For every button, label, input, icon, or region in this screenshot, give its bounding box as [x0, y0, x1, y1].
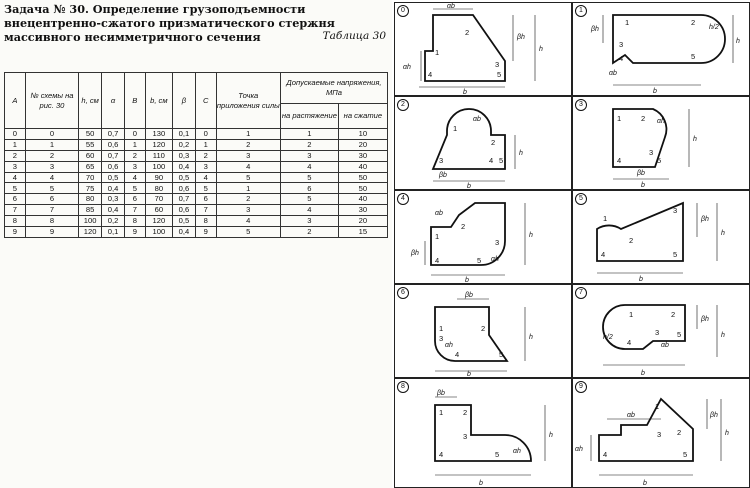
label: h: [539, 46, 543, 53]
table-cell: 1: [124, 139, 145, 150]
label: h: [529, 334, 533, 341]
table-cell: 4: [195, 172, 216, 183]
label: 2: [677, 428, 682, 437]
label: βh: [701, 216, 709, 223]
table-cell: 0,2: [172, 139, 195, 150]
figure-number: 6: [397, 287, 409, 299]
table-row: [5, 129, 388, 140]
table-cell: 5: [216, 227, 280, 238]
table-cell: 2: [195, 150, 216, 161]
table-cell: 7: [25, 205, 78, 216]
label: αh: [575, 446, 583, 453]
table-cell: 2: [216, 194, 280, 205]
table-cell: 9: [195, 227, 216, 238]
label: βh: [591, 26, 599, 33]
label: b: [467, 183, 471, 189]
table-cell: 5: [216, 172, 280, 183]
label: h: [519, 150, 523, 157]
table-cell: 70: [79, 172, 102, 183]
table-cell: 0,6: [102, 161, 125, 172]
label: b: [641, 182, 645, 189]
table-cell: 2: [280, 227, 338, 238]
table-cell: 20: [338, 216, 387, 227]
col-h: h, см: [79, 73, 102, 129]
label: 5: [691, 52, 696, 61]
label: h: [549, 432, 553, 439]
label: 5: [673, 250, 678, 259]
page-title: Задача № 30. Определение грузоподъемности внецентренно-сжатого призматического стержня массивного несимметричного сечения: [4, 2, 335, 44]
label: βb: [465, 292, 473, 299]
label: 1: [603, 214, 608, 223]
table-row: [5, 139, 388, 150]
col-beta: β: [172, 73, 195, 129]
label: αh: [445, 342, 453, 349]
table-cell: 75: [79, 183, 102, 194]
table-cell: 3: [280, 216, 338, 227]
table-cell: 0,4: [102, 183, 125, 194]
table-row: [5, 227, 388, 238]
figure-number: 3: [575, 99, 587, 111]
table-cell: 2: [216, 139, 280, 150]
figure-number: 2: [397, 99, 409, 111]
col-compression: на сжатие: [338, 104, 387, 129]
table-body: [5, 129, 388, 238]
label: 1: [439, 408, 444, 417]
table-cell: 1: [195, 139, 216, 150]
figures-area: [392, 0, 750, 488]
label: 5: [477, 256, 482, 265]
label: 2: [491, 138, 496, 147]
label: 3: [673, 206, 678, 215]
label: βh: [710, 412, 718, 419]
table-cell: 0,5: [102, 172, 125, 183]
table-cell: 30: [338, 150, 387, 161]
label: b: [641, 370, 645, 377]
col-b: b, см: [145, 73, 172, 129]
label: h: [721, 332, 725, 339]
table-cell: 6: [25, 194, 78, 205]
label: αb: [627, 412, 635, 419]
label: 4: [435, 256, 440, 265]
col-tension: на растяжение: [280, 104, 338, 129]
table-cell: 0,7: [102, 150, 125, 161]
table-cell: 120: [145, 139, 172, 150]
label: 5: [683, 450, 688, 459]
label: αb: [435, 210, 443, 217]
table-cell: 6: [124, 194, 145, 205]
label: 4: [603, 450, 608, 459]
table-cell: 0,2: [102, 216, 125, 227]
label: 5: [499, 350, 504, 359]
table-cell: 9: [25, 227, 78, 238]
table-cell: 60: [145, 205, 172, 216]
table-cell: 7: [124, 205, 145, 216]
table-cell: 5: [5, 183, 26, 194]
label: αh: [657, 118, 665, 125]
table-cell: 130: [145, 129, 172, 140]
table-row: [5, 161, 388, 172]
label: αh: [403, 64, 411, 71]
table-cell: 0,4: [172, 227, 195, 238]
table-cell: 100: [79, 216, 102, 227]
table-cell: 80: [145, 183, 172, 194]
table-cell: 100: [145, 161, 172, 172]
table-cell: 0,6: [172, 183, 195, 194]
label: αh: [513, 448, 521, 455]
table-cell: 1: [5, 139, 26, 150]
table-cell: 5: [124, 183, 145, 194]
label: 3: [655, 328, 660, 337]
label: 3: [463, 432, 468, 441]
table-cell: 5: [280, 172, 338, 183]
label: 2: [463, 408, 468, 417]
label: b: [467, 371, 471, 377]
table-cell: 0,6: [172, 205, 195, 216]
figure-3: [572, 96, 750, 190]
figure-8: [394, 378, 572, 488]
table-row: [5, 205, 388, 216]
figure-2: [394, 96, 572, 190]
table-cell: 50: [79, 129, 102, 140]
label: αb: [447, 3, 455, 10]
label: βb: [637, 170, 645, 177]
table-cell: 3: [25, 161, 78, 172]
table-cell: 40: [338, 194, 387, 205]
figure-number: 5: [575, 193, 587, 205]
data-table: [4, 72, 388, 238]
label: 1: [435, 232, 440, 241]
table-cell: 1: [216, 183, 280, 194]
label: h: [693, 136, 697, 143]
label: βb: [439, 172, 447, 179]
label: h: [529, 232, 533, 239]
table-cell: 5: [280, 194, 338, 205]
label: h: [725, 430, 729, 437]
table-cell: 65: [79, 161, 102, 172]
label: 2: [481, 324, 486, 333]
table-cell: 0,4: [172, 161, 195, 172]
table-cell: 30: [338, 205, 387, 216]
table-cell: 0,6: [102, 139, 125, 150]
table-cell: 6: [280, 183, 338, 194]
table-cell: 0: [124, 129, 145, 140]
label: 5: [497, 70, 502, 79]
table-cell: 15: [338, 227, 387, 238]
label: 5: [495, 450, 500, 459]
col-alpha: α: [102, 73, 125, 129]
label: h: [721, 230, 725, 237]
table-cell: 10: [338, 129, 387, 140]
table-cell: 0,7: [102, 129, 125, 140]
table-cell: 3: [124, 161, 145, 172]
col-B: B: [124, 73, 145, 129]
table-cell: 7: [195, 205, 216, 216]
table-cell: 4: [124, 172, 145, 183]
figure-number: 0: [397, 5, 409, 17]
table-cell: 0,1: [172, 129, 195, 140]
table-cell: 50: [338, 172, 387, 183]
table-cell: 3: [5, 161, 26, 172]
table-cell: 90: [145, 172, 172, 183]
table-cell: 3: [216, 205, 280, 216]
label: 4: [428, 70, 433, 79]
table-row: [5, 216, 388, 227]
table-cell: 0,5: [172, 172, 195, 183]
table-cell: 40: [338, 161, 387, 172]
label: 3: [649, 148, 654, 157]
table-row: [5, 150, 388, 161]
label: 4: [617, 156, 622, 165]
col-scheme: № схемы на рис. 30: [25, 73, 78, 129]
label: 2: [629, 236, 634, 245]
table-cell: 1: [25, 139, 78, 150]
label: 2: [461, 222, 466, 231]
table-cell: 0: [195, 129, 216, 140]
table-cell: 70: [145, 194, 172, 205]
label: 4: [489, 156, 494, 165]
table-cell: 4: [216, 216, 280, 227]
figure-number: 8: [397, 381, 409, 393]
table-cell: 60: [79, 150, 102, 161]
label: 2: [641, 114, 646, 123]
label: h/2: [709, 24, 719, 31]
label: b: [463, 89, 467, 95]
label: 1: [453, 124, 458, 133]
table-cell: 7: [5, 205, 26, 216]
table-cell: 6: [195, 194, 216, 205]
figure-9: [572, 378, 750, 488]
figure-0: [394, 2, 572, 96]
table-cell: 2: [5, 150, 26, 161]
figure-number: 1: [575, 5, 587, 17]
table-cell: 1: [216, 129, 280, 140]
label: βb: [437, 390, 445, 397]
table-cell: 6: [5, 194, 26, 205]
figure-6: [394, 284, 572, 378]
table-cell: 100: [145, 227, 172, 238]
table-cell: 0,1: [102, 227, 125, 238]
table-cell: 55: [79, 139, 102, 150]
table-cell: 8: [5, 216, 26, 227]
label: βh: [517, 34, 525, 41]
table-cell: 85: [79, 205, 102, 216]
label: b: [653, 88, 657, 95]
figure-5: [572, 190, 750, 284]
label: 3: [495, 60, 500, 69]
label: b: [643, 480, 647, 487]
label: αb: [609, 70, 617, 77]
figure-4: [394, 190, 572, 284]
label: 1: [629, 310, 634, 319]
label: 3: [495, 238, 500, 247]
label: 4: [601, 250, 606, 259]
label: 1: [617, 114, 622, 123]
label: 1: [625, 18, 630, 27]
label: b: [465, 277, 469, 283]
figure-number: 4: [397, 193, 409, 205]
table-cell: 5: [25, 183, 78, 194]
label: 1: [655, 402, 660, 411]
table-label: Таблица 30: [322, 30, 386, 42]
label: 3: [439, 334, 444, 343]
col-point: Точка приложения силы: [216, 73, 280, 129]
figure-number: 9: [575, 381, 587, 393]
label: b: [479, 480, 483, 487]
table-cell: 3: [280, 150, 338, 161]
label: 2: [465, 28, 470, 37]
label: βh: [701, 316, 709, 323]
table-cell: 4: [280, 205, 338, 216]
table-cell: 120: [79, 227, 102, 238]
label: 2: [691, 18, 696, 27]
table-cell: 4: [5, 172, 26, 183]
table-cell: 0,4: [102, 205, 125, 216]
table-row: [5, 194, 388, 205]
label: b: [639, 276, 643, 283]
label: 5: [499, 156, 504, 165]
label: 1: [435, 48, 440, 57]
label: 5: [657, 156, 662, 165]
table-row: [5, 183, 388, 194]
table-cell: 9: [124, 227, 145, 238]
label: 1: [439, 324, 444, 333]
table-cell: 4: [216, 161, 280, 172]
table-cell: 20: [338, 139, 387, 150]
label: 4: [619, 54, 624, 63]
table-cell: 2: [280, 139, 338, 150]
table-cell: 8: [195, 216, 216, 227]
label: 4: [455, 350, 460, 359]
figure-7: [572, 284, 750, 378]
label: βh: [411, 250, 419, 257]
table-cell: 110: [145, 150, 172, 161]
label: αb: [661, 342, 669, 349]
label: 5: [677, 330, 682, 339]
table-cell: 2: [124, 150, 145, 161]
table-cell: 1: [280, 129, 338, 140]
table-cell: 3: [195, 161, 216, 172]
table-cell: 0: [25, 129, 78, 140]
table-cell: 0,5: [172, 216, 195, 227]
table-cell: 8: [124, 216, 145, 227]
table-cell: 4: [280, 161, 338, 172]
table-cell: 0,7: [172, 194, 195, 205]
table-cell: 8: [25, 216, 78, 227]
table-cell: 0: [5, 129, 26, 140]
table-cell: 4: [25, 172, 78, 183]
col-allowed: Допускаемые напряжения, МПа: [280, 73, 387, 104]
table-cell: 80: [79, 194, 102, 205]
table-cell: 5: [195, 183, 216, 194]
label: αh: [491, 256, 499, 263]
label: αb: [473, 116, 481, 123]
table-cell: 3: [216, 150, 280, 161]
figure-number: 7: [575, 287, 587, 299]
label: 3: [439, 156, 444, 165]
label: h/2: [603, 334, 613, 341]
label: 4: [439, 450, 444, 459]
label: 2: [671, 310, 676, 319]
table-row: [5, 172, 388, 183]
table-cell: 50: [338, 183, 387, 194]
table-cell: 2: [25, 150, 78, 161]
label: 3: [657, 430, 662, 439]
table-cell: 0,3: [102, 194, 125, 205]
col-A: A: [5, 73, 26, 129]
figure-1: [572, 2, 750, 96]
table-cell: 120: [145, 216, 172, 227]
label: h: [736, 38, 740, 45]
label: 3: [619, 40, 624, 49]
col-C: C: [195, 73, 216, 129]
table-cell: 0,3: [172, 150, 195, 161]
table-cell: 9: [5, 227, 26, 238]
label: 4: [627, 338, 632, 347]
